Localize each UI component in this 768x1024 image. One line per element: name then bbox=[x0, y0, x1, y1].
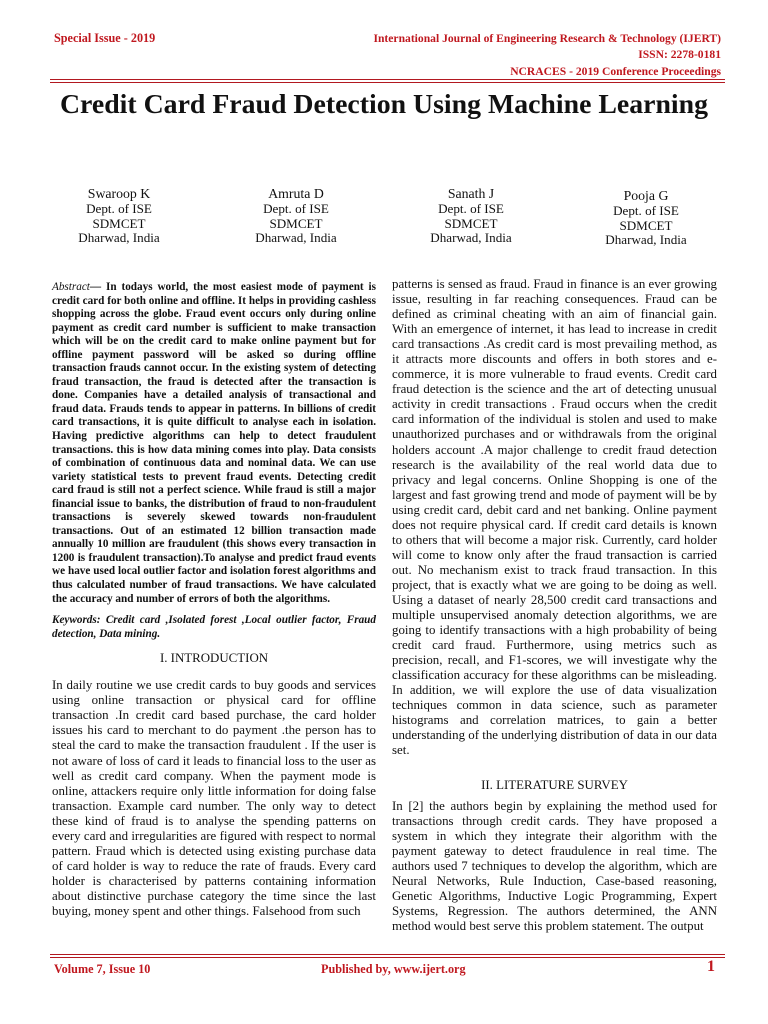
page-number: 1 bbox=[707, 958, 715, 975]
left-column bbox=[52, 281, 376, 919]
journal-name: International Journal of Engineering Research & Technology (IJERT) bbox=[373, 32, 721, 45]
section-heading-introduction: I. INTRODUCTION bbox=[159, 651, 269, 666]
author-block bbox=[34, 185, 204, 246]
section-heading-literature-survey: II. LITERATURE SURVEY bbox=[481, 777, 628, 792]
author-dept: Dept. of ISE bbox=[263, 201, 329, 216]
author-block bbox=[561, 187, 731, 248]
footer-rule-thin bbox=[50, 957, 725, 958]
author-name: Pooja G bbox=[623, 188, 669, 203]
author-location: Dharwad, India bbox=[605, 232, 687, 247]
author-block bbox=[386, 185, 556, 246]
header-rule-thin bbox=[50, 82, 725, 83]
introduction-text: In daily routine we use credit cards to buy goods and services using online transaction or physical card for offline transaction .In credit card based purchase, the card holder issues his card to merchant to do payment .the person has to steal the card to make the transaction fraudulent . If the user is not aware of loss of card it leads to financial loss to the user as well as credit card company. When the payment mode is online, attackers require only little information for doing false transaction. Example card number. The only way to detect these kind of fraud is to analyse the spending patterns on every card and irregularities are figured with respect to normal pattern. Fraud which is detected using existing purchase data of card holder is way to reduce the rate of frauds. Every card holder is characterised by patterns containing information about distinctive purchase category the time since the last buying, money spent and other things. Falsehood from such bbox=[52, 678, 376, 918]
author-name: Swaroop K bbox=[87, 186, 151, 201]
abstract bbox=[52, 281, 376, 606]
keywords: Keywords: Credit card ,Isolated forest ,Local outlier factor, Fraud detection, Data mining. bbox=[52, 614, 376, 640]
publisher-link[interactable]: Published by, www.ijert.org bbox=[321, 962, 466, 976]
paper-title: Credit Card Fraud Detection Using Machine Learning bbox=[59, 89, 709, 120]
author-institution: SDMCET bbox=[92, 215, 146, 231]
journal-header bbox=[373, 31, 721, 80]
special-issue-label: Special Issue - 2019 bbox=[54, 31, 156, 45]
author-institution: SDMCET bbox=[269, 215, 323, 231]
author-location: Dharwad, India bbox=[430, 230, 512, 245]
right-column bbox=[392, 277, 717, 934]
literature-survey-text: In [2] the authors begin by explaining the method used for transactions through credit cards. They have proposed a system in which they integrate their algorithm with the payment gateway to detect fraudulence in real time. The authors used 7 techniques to develop the algorithm, which are Neural Networks, Rule Induction, Case-based reasoning, Genetic Algorithms, Inductive Logic Programming, Expert Systems, Regression. The authors determined, the ANN method would best serve this problem statement. The output bbox=[392, 798, 717, 933]
author-location: Dharwad, India bbox=[78, 230, 160, 245]
volume-label: Volume 7, Issue 10 bbox=[54, 962, 151, 976]
abstract-lead: Abstract bbox=[52, 281, 90, 293]
author-dept: Dept. of ISE bbox=[613, 203, 679, 218]
header-rule bbox=[50, 79, 725, 80]
author-institution: SDMCET bbox=[444, 215, 498, 231]
introduction-continued: patterns is sensed as fraud. Fraud in finance is an ever growing issue, resulting in far reaching consequences. Fraud can be defined as criminal cheating with an aim of financial gain. With an emergence of internet, it has lead to increase in credit card transactions .As credit card is most prevailing method, as it attracts more discounts and offers in both stores and e-commerce, it is more vulnerable to fraud events. Credit card fraud detection is the science and the art of detecting unusual activity in credit transactions . Fraud occurs when the credit card information of the individual is stolen and used to make unauthorized purchases and or withdrawals from the original holders account .A major challenge to credit fraud detection research is the availability of the real world data due to privacy and legal concerns. Online Shopping is one of the largest and fast growing trend and mode of payment will be by using credit card, debit card and net banking. Online payment does not require physical card. If credit card details is known to others that will become a major risk. Currently, card holder will come to know only after the fraud transaction is carried out. No mechanism exist to track fraud transaction. In this project, that is exactly what we are going to be doing as well. Using a dataset of nearly 28,500 credit card transactions and multiple unsupervised anomaly detection algorithms, we are going to identify transactions with a high probability of being credit card fraud. Furthermore, using metrics such as precision, recall, and F1-scores, we will investigate why the classification accuracy for these algorithms can be misleading. In addition, we will explore the use of data visualization techniques common in data science, such as parameter histograms and correlation matrices, to gain a better understanding of the underlying distribution of data in our data set. bbox=[392, 277, 717, 758]
footer-rule bbox=[50, 954, 725, 955]
author-block bbox=[211, 185, 381, 246]
author-dept: Dept. of ISE bbox=[86, 201, 152, 216]
author-institution: SDMCET bbox=[619, 217, 673, 233]
issn-label: ISSN: 2278-0181 bbox=[638, 48, 721, 62]
author-location: Dharwad, India bbox=[255, 230, 337, 245]
abstract-text: — In todays world, the most easiest mode of payment is credit card for both online and offline. It helps in providing cashless shopping across the globe. Fraud event occurs only during online payment as credit card number is sufficient to make transaction which will be on the credit card to make online payment but for offline payment password will be asked so during offline transaction frauds cannot occur. In the existing system of detecting fraud transaction, the fraud is detected after the transaction is done. Companies have a detailed analysis of transactional and fraud data. Frauds tends to appear in patterns. In billions of credit card transactions, it is quite difficult to analyse each in isolation. Having predictive algorithms can help to detect fraudulent transactions. this is how data mining comes into play. Data consists of combination of continuous data and nominal data. We can use variety statistical tests to prevent fraud events. Detecting credit card fraud is still not a perfect science. While fraud is still a major financial issue to banks, the distribution of fraud to non-fraudulent transactions is severely skewed towards non-fraudulent transactions. Out of an estimated 12 billion transaction made annually 10 million are fraudulent (this shows every transaction in 1200 is fraudulent transaction).To analyse and predict fraud events we have used local outlier factor and isolation forest algorithms and thus calculated number of fraud transactions. We have calculated the accuracy and number of errors of both the algorithms. bbox=[52, 281, 376, 605]
author-dept: Dept. of ISE bbox=[438, 201, 504, 216]
proceedings-label: NCRACES - 2019 Conference Proceedings bbox=[510, 64, 721, 78]
author-name: Amruta D bbox=[268, 186, 324, 201]
author-name: Sanath J bbox=[447, 186, 495, 201]
author-list bbox=[0, 185, 768, 255]
